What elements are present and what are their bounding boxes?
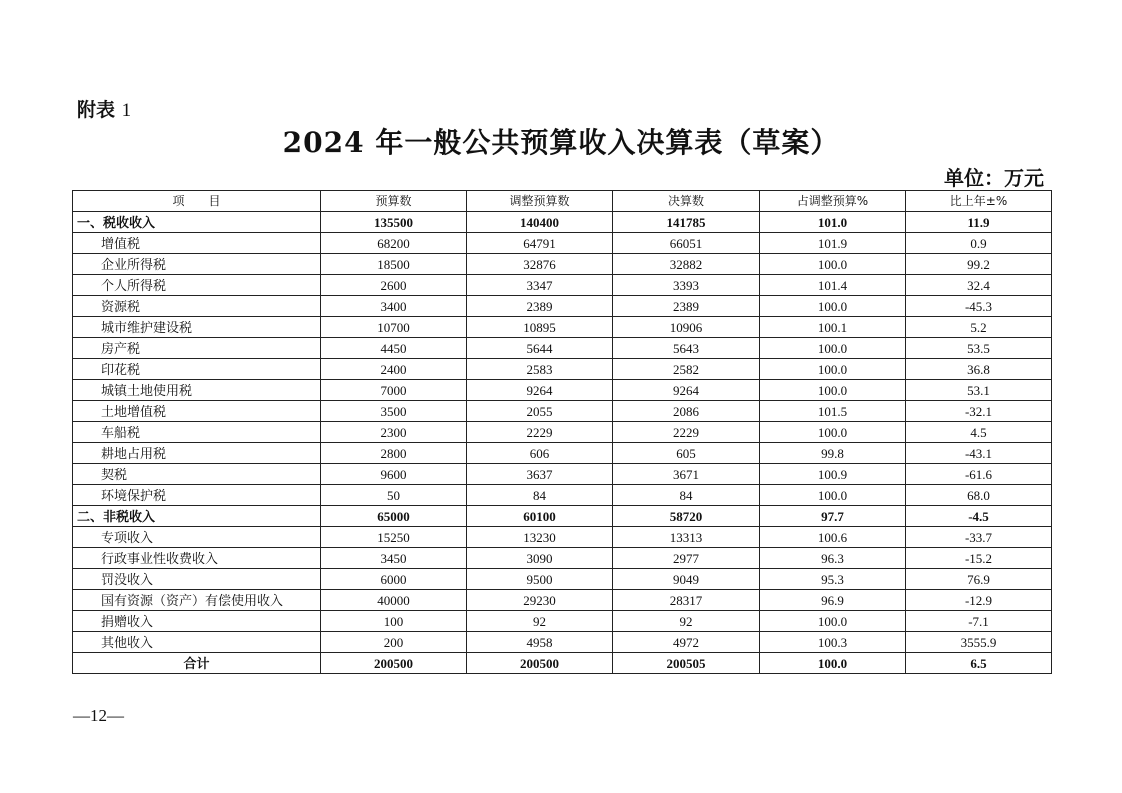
final-cell: 3393 xyxy=(613,275,760,296)
budget-cell: 3500 xyxy=(321,401,467,422)
final-cell: 2582 xyxy=(613,359,760,380)
final-cell: 28317 xyxy=(613,590,760,611)
table-row xyxy=(73,506,1052,527)
pct-of-adjusted-cell: 99.8 xyxy=(760,443,906,464)
yoy-cell: 5.2 xyxy=(906,317,1052,338)
budget-cell: 2300 xyxy=(321,422,467,443)
yoy-cell: 4.5 xyxy=(906,422,1052,443)
final-cell: 5643 xyxy=(613,338,760,359)
pct-of-adjusted-cell: 96.3 xyxy=(760,548,906,569)
appendix-number: 1 xyxy=(121,100,132,121)
table-row xyxy=(73,296,1052,317)
pct-of-adjusted-cell: 101.5 xyxy=(760,401,906,422)
pct-of-adjusted-cell: 100.0 xyxy=(760,485,906,506)
yoy-cell: 36.8 xyxy=(906,359,1052,380)
total-adjusted-budget-cell: 200500 xyxy=(467,653,613,674)
yoy-cell: -7.1 xyxy=(906,611,1052,632)
pct-of-adjusted-cell: 97.7 xyxy=(760,506,906,527)
adjusted-budget-cell: 92 xyxy=(467,611,613,632)
yoy-cell: -32.1 xyxy=(906,401,1052,422)
row-item-name: 房产税 xyxy=(73,338,321,359)
final-cell: 84 xyxy=(613,485,760,506)
table-row xyxy=(73,611,1052,632)
table-row xyxy=(73,254,1052,275)
header-item: 项 目 xyxy=(73,191,321,212)
final-cell: 13313 xyxy=(613,527,760,548)
adjusted-budget-cell: 64791 xyxy=(467,233,613,254)
yoy-cell: 3555.9 xyxy=(906,632,1052,653)
table-row xyxy=(73,212,1052,233)
row-item-name: 一、税收收入 xyxy=(73,212,321,233)
yoy-cell: 99.2 xyxy=(906,254,1052,275)
adjusted-budget-cell: 2055 xyxy=(467,401,613,422)
total-pct-of-adjusted-cell: 100.0 xyxy=(760,653,906,674)
pct-of-adjusted-cell: 100.3 xyxy=(760,632,906,653)
final-cell: 2977 xyxy=(613,548,760,569)
table-row xyxy=(73,632,1052,653)
yoy-cell: -4.5 xyxy=(906,506,1052,527)
budget-cell: 40000 xyxy=(321,590,467,611)
yoy-cell: 11.9 xyxy=(906,212,1052,233)
final-cell: 605 xyxy=(613,443,760,464)
adjusted-budget-cell: 9264 xyxy=(467,380,613,401)
row-item-name: 印花税 xyxy=(73,359,321,380)
page-number: —12— xyxy=(73,706,124,725)
budget-cell: 50 xyxy=(321,485,467,506)
budget-cell: 65000 xyxy=(321,506,467,527)
final-cell: 2086 xyxy=(613,401,760,422)
pct-of-adjusted-cell: 101.0 xyxy=(760,212,906,233)
table-row xyxy=(73,380,1052,401)
appendix-label xyxy=(77,95,131,122)
total-final-cell: 200505 xyxy=(613,653,760,674)
pct-of-adjusted-cell: 100.0 xyxy=(760,359,906,380)
adjusted-budget-cell: 2583 xyxy=(467,359,613,380)
yoy-cell: -33.7 xyxy=(906,527,1052,548)
adjusted-budget-cell: 5644 xyxy=(467,338,613,359)
adjusted-budget-cell: 32876 xyxy=(467,254,613,275)
table-row xyxy=(73,401,1052,422)
yoy-cell: -43.1 xyxy=(906,443,1052,464)
table-row xyxy=(73,443,1052,464)
adjusted-budget-cell: 2389 xyxy=(467,296,613,317)
yoy-cell: 32.4 xyxy=(906,275,1052,296)
adjusted-budget-cell: 3637 xyxy=(467,464,613,485)
pct-of-adjusted-cell: 100.1 xyxy=(760,317,906,338)
final-cell: 58720 xyxy=(613,506,760,527)
row-item-name: 捐赠收入 xyxy=(73,611,321,632)
final-cell: 141785 xyxy=(613,212,760,233)
row-item-name: 专项收入 xyxy=(73,527,321,548)
pct-of-adjusted-cell: 100.0 xyxy=(760,611,906,632)
table-row xyxy=(73,527,1052,548)
budget-cell: 6000 xyxy=(321,569,467,590)
row-item-name: 环境保护税 xyxy=(73,485,321,506)
adjusted-budget-cell: 84 xyxy=(467,485,613,506)
final-cell: 2229 xyxy=(613,422,760,443)
pct-of-adjusted-cell: 100.0 xyxy=(760,422,906,443)
table-row xyxy=(73,359,1052,380)
appendix-label-text: 附表 xyxy=(77,99,116,121)
table-header-row xyxy=(73,191,1052,212)
table-row xyxy=(73,569,1052,590)
final-cell: 2389 xyxy=(613,296,760,317)
adjusted-budget-cell: 13230 xyxy=(467,527,613,548)
header-adjusted-budget: 调整预算数 xyxy=(467,191,613,212)
unit-label: 单位：万元 xyxy=(944,166,1044,190)
row-item-name: 罚没收入 xyxy=(73,569,321,590)
row-item-name: 城市维护建设税 xyxy=(73,317,321,338)
budget-cell: 68200 xyxy=(321,233,467,254)
budget-cell: 135500 xyxy=(321,212,467,233)
row-item-name: 国有资源（资产）有偿使用收入 xyxy=(73,590,321,611)
pct-of-adjusted-cell: 100.0 xyxy=(760,380,906,401)
budget-cell: 4450 xyxy=(321,338,467,359)
yoy-cell: -12.9 xyxy=(906,590,1052,611)
total-row xyxy=(73,653,1052,674)
row-item-name: 土地增值税 xyxy=(73,401,321,422)
budget-cell: 2400 xyxy=(321,359,467,380)
budget-cell: 2800 xyxy=(321,443,467,464)
table-row xyxy=(73,233,1052,254)
adjusted-budget-cell: 3347 xyxy=(467,275,613,296)
final-cell: 32882 xyxy=(613,254,760,275)
row-item-name: 资源税 xyxy=(73,296,321,317)
table-row xyxy=(73,275,1052,296)
final-cell: 10906 xyxy=(613,317,760,338)
yoy-cell: -15.2 xyxy=(906,548,1052,569)
pct-of-adjusted-cell: 96.9 xyxy=(760,590,906,611)
table-row xyxy=(73,590,1052,611)
row-item-name: 企业所得税 xyxy=(73,254,321,275)
adjusted-budget-cell: 4958 xyxy=(467,632,613,653)
adjusted-budget-cell: 60100 xyxy=(467,506,613,527)
pct-of-adjusted-cell: 100.0 xyxy=(760,296,906,317)
table-row xyxy=(73,338,1052,359)
total-budget-cell: 200500 xyxy=(321,653,467,674)
pct-of-adjusted-cell: 101.4 xyxy=(760,275,906,296)
adjusted-budget-cell: 29230 xyxy=(467,590,613,611)
adjusted-budget-cell: 9500 xyxy=(467,569,613,590)
table-row xyxy=(73,422,1052,443)
row-item-name: 车船税 xyxy=(73,422,321,443)
budget-cell: 100 xyxy=(321,611,467,632)
budget-cell: 9600 xyxy=(321,464,467,485)
yoy-cell: 76.9 xyxy=(906,569,1052,590)
budget-cell: 7000 xyxy=(321,380,467,401)
final-cell: 9264 xyxy=(613,380,760,401)
row-item-name: 契税 xyxy=(73,464,321,485)
budget-cell: 15250 xyxy=(321,527,467,548)
table-row xyxy=(73,548,1052,569)
adjusted-budget-cell: 10895 xyxy=(467,317,613,338)
header-budget: 预算数 xyxy=(321,191,467,212)
table-body xyxy=(73,212,1052,674)
budget-cell: 2600 xyxy=(321,275,467,296)
adjusted-budget-cell: 606 xyxy=(467,443,613,464)
pct-of-adjusted-cell: 100.9 xyxy=(760,464,906,485)
yoy-cell: 53.1 xyxy=(906,380,1052,401)
total-yoy-cell: 6.5 xyxy=(906,653,1052,674)
adjusted-budget-cell: 140400 xyxy=(467,212,613,233)
page-title: 2024 年一般公共预算收入决算表（草案） xyxy=(282,126,840,159)
pct-of-adjusted-cell: 100.0 xyxy=(760,338,906,359)
yoy-cell: -61.6 xyxy=(906,464,1052,485)
yoy-cell: 0.9 xyxy=(906,233,1052,254)
budget-cell: 18500 xyxy=(321,254,467,275)
yoy-cell: -45.3 xyxy=(906,296,1052,317)
final-cell: 3671 xyxy=(613,464,760,485)
final-cell: 9049 xyxy=(613,569,760,590)
adjusted-budget-cell: 2229 xyxy=(467,422,613,443)
final-cell: 66051 xyxy=(613,233,760,254)
yoy-cell: 68.0 xyxy=(906,485,1052,506)
pct-of-adjusted-cell: 100.0 xyxy=(760,254,906,275)
row-item-name: 增值税 xyxy=(73,233,321,254)
row-item-name: 二、非税收入 xyxy=(73,506,321,527)
table-row xyxy=(73,464,1052,485)
revenue-table xyxy=(72,190,1052,674)
budget-cell: 3400 xyxy=(321,296,467,317)
row-item-name: 其他收入 xyxy=(73,632,321,653)
budget-cell: 3450 xyxy=(321,548,467,569)
header-pct-of-adjusted: 占调整预算% xyxy=(760,191,906,212)
pct-of-adjusted-cell: 101.9 xyxy=(760,233,906,254)
final-cell: 92 xyxy=(613,611,760,632)
final-cell: 4972 xyxy=(613,632,760,653)
row-item-name: 行政事业性收费收入 xyxy=(73,548,321,569)
row-item-name: 城镇土地使用税 xyxy=(73,380,321,401)
total-label: 合计 xyxy=(73,653,321,674)
row-item-name: 个人所得税 xyxy=(73,275,321,296)
pct-of-adjusted-cell: 95.3 xyxy=(760,569,906,590)
budget-cell: 10700 xyxy=(321,317,467,338)
table-row xyxy=(73,485,1052,506)
budget-cell: 200 xyxy=(321,632,467,653)
yoy-cell: 53.5 xyxy=(906,338,1052,359)
header-yoy: 比上年±% xyxy=(906,191,1052,212)
table-row xyxy=(73,317,1052,338)
header-final: 决算数 xyxy=(613,191,760,212)
row-item-name: 耕地占用税 xyxy=(73,443,321,464)
pct-of-adjusted-cell: 100.6 xyxy=(760,527,906,548)
adjusted-budget-cell: 3090 xyxy=(467,548,613,569)
